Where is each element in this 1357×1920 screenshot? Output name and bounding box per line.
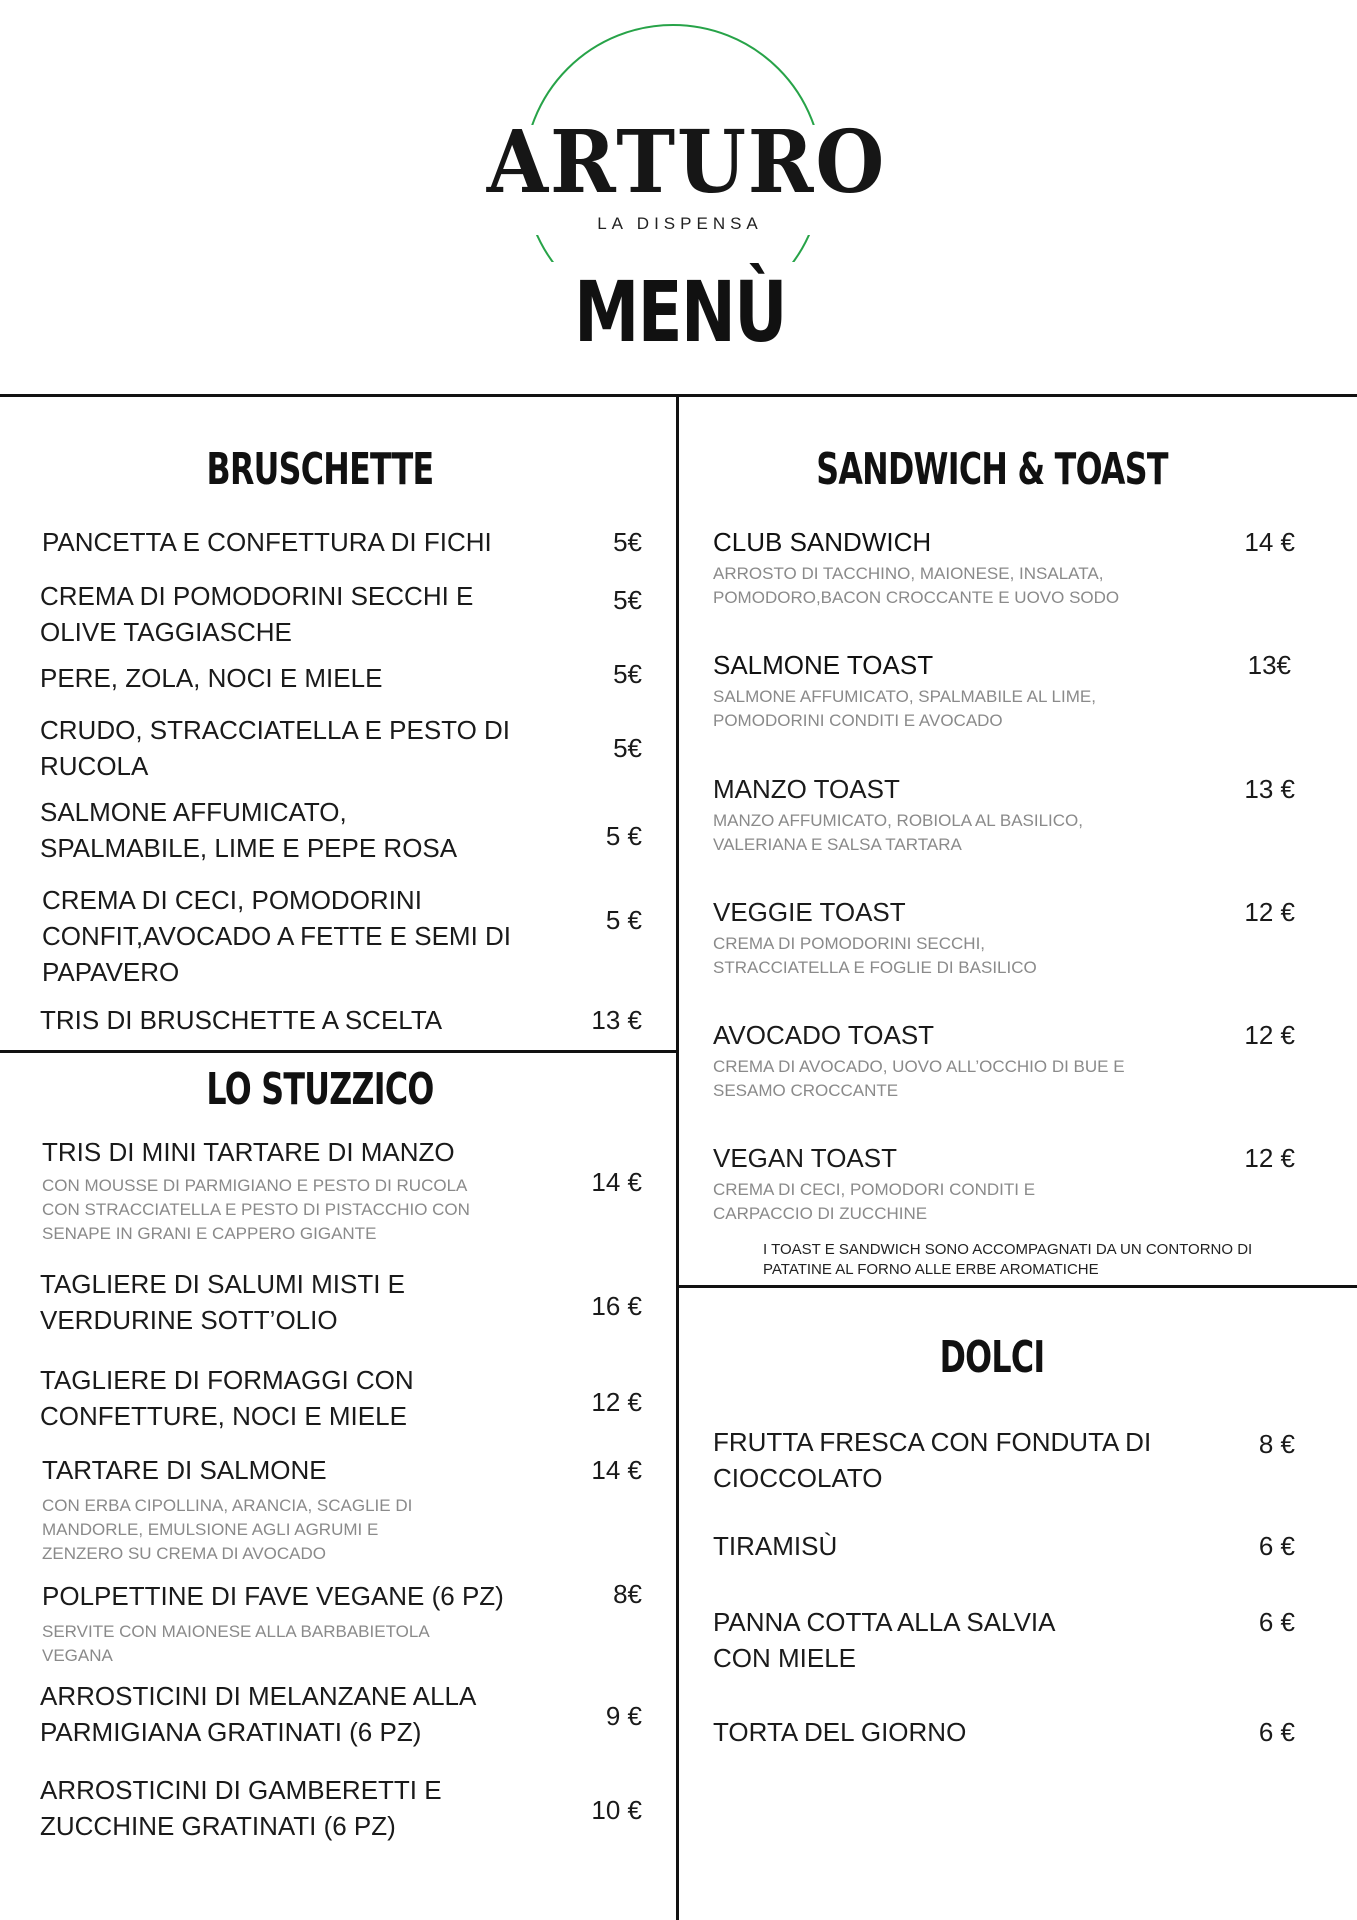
menu-title: MENÙ [574,263,786,361]
item-name: ARROSTICINI DI GAMBERETTI E ZUCCHINE GRATINATI (6 PZ) [40,1775,442,1841]
item-desc: CON ERBA CIPOLLINA, ARANCIA, SCAGLIE DI MANDORLE, EMULSIONE AGLI AGRUMI E ZENZERO SU CREMA DI AVOCADO [42,1496,413,1563]
item-price: 14 € [591,1167,642,1197]
item-desc: CREMA DI POMODORINI SECCHI, STRACCIATELLA E FOGLIE DI BASILICO [713,934,1037,977]
item-price: 12 € [1244,897,1295,927]
toast-note: I TOAST E SANDWICH SONO ACCOMPAGNATI DA UN CONTORNO DI PATATINE AL FORNO ALLE ERBE AROMATICHE [763,1241,1253,1278]
item-name: PANCETTA E CONFETTURA DI FICHI [42,527,492,557]
item-price: 12 € [1244,1020,1295,1050]
item-price: 13€ [1247,650,1291,680]
item-name: TAGLIERE DI FORMAGGI CON CONFETTURE, NOCI E MIELE [40,1365,414,1431]
item-price: 6 € [1258,1531,1295,1561]
item-name: CREMA DI POMODORINI SECCHI E OLIVE TAGGIASCHE [40,581,474,647]
item-price: 5 € [605,821,642,851]
item-price: 16 € [591,1291,642,1321]
item-name: ARROSTICINI DI MELANZANE ALLA PARMIGIANA GRATINATI (6 PZ) [40,1681,475,1747]
left-section-divider [0,1050,678,1053]
item-desc: SALMONE AFFUMICATO, SPALMABILE AL LIME, POMODORINI CONDITI E AVOCADO [713,687,1096,730]
item-name: CREMA DI CECI, POMODORINI CONFIT,AVOCADO A FETTE E SEMI DI PAPAVERO [42,885,512,987]
item-name: POLPETTINE DI FAVE VEGANE (6 PZ) [42,1581,504,1611]
item-price: 13 € [1244,774,1295,804]
item-desc: SERVITE CON MAIONESE ALLA BARBABIETOLA VEGANA [42,1622,429,1665]
item-name: SALMONE AFFUMICATO, SPALMABILE, LIME E PEPE ROSA [40,797,458,863]
item-price: 13 € [591,1005,642,1035]
item-price: 5€ [613,733,642,763]
item-price: 12 € [591,1387,642,1417]
item-desc: MANZO AFFUMICATO, ROBIOLA AL BASILICO, VALERIANA E SALSA TARTARA [713,811,1083,854]
brand-subtitle: LA DISPENSA [597,214,763,233]
brand-logo: ARTURO [486,112,887,213]
item-name: AVOCADO TOAST [713,1020,935,1050]
item-price: 5€ [613,527,642,557]
item-name: CLUB SANDWICH [713,527,932,557]
item-name: TORTA DEL GIORNO [713,1717,967,1747]
item-price: 6 € [1258,1607,1295,1637]
item-desc: CON MOUSSE DI PARMIGIANO E PESTO DI RUCOLA CON STRACCIATELLA E PESTO DI PISTACCHIO CON SENAPE IN GRANI E CAPPERO GIGANTE [42,1176,470,1243]
item-name: VEGAN TOAST [713,1143,897,1173]
item-desc: ARROSTO DI TACCHINO, MAIONESE, INSALATA, POMODORO,BACON CROCCANTE E UOVO SODO [713,564,1120,607]
item-name: TRIS DI BRUSCHETTE A SCELTA [40,1005,443,1035]
item-price: 8€ [613,1579,642,1609]
item-price: 14 € [1244,527,1295,557]
item-name: TRIS DI MINI TARTARE DI MANZO [42,1137,455,1167]
item-desc: CREMA DI AVOCADO, UOVO ALL’OCCHIO DI BUE E SESAMO CROCCANTE [713,1057,1125,1100]
item-name: PERE, ZOLA, NOCI E MIELE [40,663,383,693]
item-name: MANZO TOAST [713,774,900,804]
item-price: 10 € [591,1795,642,1825]
item-name: FRUTTA FRESCA CON FONDUTA DI CIOCCOLATO [713,1427,1152,1493]
item-price: 5€ [613,659,642,689]
item-price: 5 € [605,905,642,935]
item-name: TARTARE DI SALMONE [42,1455,327,1485]
bruschette-title: BRUSCHETTE [206,444,434,495]
right-section-divider [678,1285,1357,1288]
item-name: VEGGIE TOAST [713,897,906,927]
item-price: 14 € [591,1455,642,1485]
item-price: 5€ [613,585,642,615]
sandwich-title: SANDWICH & TOAST [816,444,1168,495]
item-name: CRUDO, STRACCIATELLA E PESTO DI RUCOLA [40,715,511,781]
item-desc: CREMA DI CECI, POMODORI CONDITI E CARPACCIO DI ZUCCHINE [713,1180,1036,1223]
item-price: 6 € [1258,1717,1295,1747]
item-name: TAGLIERE DI SALUMI MISTI E VERDURINE SOTT’OLIO [40,1269,406,1335]
item-name: PANNA COTTA ALLA SALVIA CON MIELE [713,1607,1055,1673]
item-price: 9 € [605,1701,642,1731]
item-name: SALMONE TOAST [713,650,934,680]
column-divider [676,396,679,1920]
item-name: TIRAMISÙ [713,1531,838,1561]
stuzzico-title: LO STUZZICO [206,1064,434,1115]
dolci-title: DOLCI [939,1332,1045,1383]
item-price: 12 € [1244,1143,1295,1173]
item-price: 8 € [1258,1429,1295,1459]
